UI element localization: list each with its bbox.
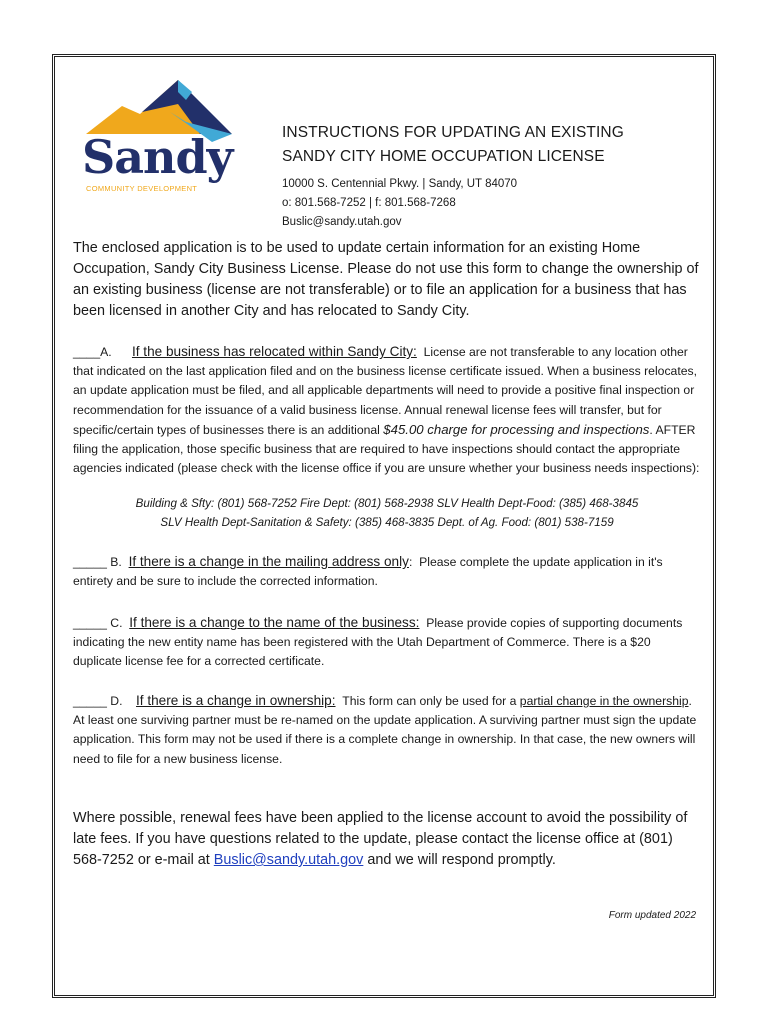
office-address: 10000 S. Centennial Pkwy. | Sandy, UT 84070: [282, 178, 518, 190]
document-title-line-2: SANDY CITY HOME OCCUPATION LICENSE: [282, 148, 605, 165]
agency-contacts-line-2: SLV Health Dept-Sanitation & Safety: (385) 468-3835 Dept. of Ag. Food: (801) 538-7159: [160, 516, 614, 529]
sandy-logo: [82, 78, 242, 198]
section-c-body: Please provide copies of supporting documents indicating the new entity name has been registered with the Utah Department of Commerce. There is a $20 duplicate license fee for a corrected certificate.: [73, 616, 683, 669]
agency-contacts: [73, 494, 701, 532]
closing-paragraph: [73, 808, 701, 871]
section-c-blank: _____ C.: [73, 616, 123, 630]
section-b-colon: :: [408, 555, 413, 569]
agency-contacts-line-1: Building & Sfty: (801) 568-7252 Fire Dept: (801) 568-2938 SLV Health Dept-Food: (385) 468-3845: [135, 497, 639, 510]
section-a-fee: $45.00 charge for processing and inspections: [383, 421, 650, 437]
section-d-heading: If there is a change in ownership:: [136, 693, 336, 708]
section-c: [73, 613, 701, 672]
section-a-heading: If the business has relocated within Sandy City:: [131, 344, 417, 359]
intro-paragraph: The enclosed application is to be used to update certain information for an existing Home Occupation, Sandy City Business License. Please do not use this form to change the ownership of an existing business (license are not transferable) or to file an application for a business that has been licensed in another City and has relocated to Sandy City.: [73, 240, 699, 319]
section-d: [73, 691, 701, 769]
form-updated-note: Form updated 2022: [608, 910, 696, 921]
section-c-heading: If there is a change to the name of the business:: [129, 615, 420, 630]
section-a-body-1: License are not transferable to any location other that indicated on the last application filed and on the business license certificate issued. When a business relocates, an update application must be filed, and all applicable departments will need to provide a positive final inspection or recommendation for the issuance of a valid business license. Annual renewal license fees will transfer, but for specific/certain types of businesses there is an additional: [73, 345, 697, 437]
section-a-body-2: . AFTER filing the application, those specific business that are required to have inspections should contact the appropriate agencies indicated (please check with the license office if you are unsure whether your business needs inspections):: [73, 422, 700, 476]
section-d-body-1: This form can only be used for a: [342, 694, 517, 708]
section-a-blank: ____A.: [73, 345, 112, 359]
document-title-line-1: INSTRUCTIONS FOR UPDATING AN EXISTING: [282, 124, 624, 141]
closing-text-1: Where possible, renewal fees have been applied to the license account to avoid the possibility of late fees. If you have questions related to the update, please contact the license office at (801) 568-7252 or e-mail at: [73, 810, 688, 868]
section-b-heading: If there is a change in the mailing address only: [128, 554, 409, 569]
section-b: [73, 552, 701, 591]
section-d-blank: _____ D.: [73, 694, 123, 708]
logo-wordmark: Sandy: [82, 130, 233, 184]
office-email: Buslic@sandy.utah.gov: [282, 216, 402, 228]
office-phone: o: 801.568-7252 | f: 801.568-7268: [282, 197, 456, 209]
section-d-body-2: . At least one surviving partner must be re-named on the update application. A surviving partner must sign the update application. This form may not be used if there is a complete change in ownership. In that case, the new owners will need to file for a new business license.: [73, 694, 697, 766]
document-header: [282, 121, 702, 232]
logo-subtitle: COMMUNITY DEVELOPMENT: [86, 184, 198, 193]
section-b-body: Please complete the update application in it's entirety and be sure to include the corrected information.: [73, 555, 663, 589]
section-d-partial-change: partial change in the ownership: [519, 694, 689, 708]
section-a: [73, 342, 701, 478]
license-office-email-link[interactable]: Buslic@sandy.utah.gov: [213, 852, 364, 868]
section-b-blank: _____ B.: [73, 555, 122, 569]
closing-text-2: and we will respond promptly.: [367, 852, 556, 868]
